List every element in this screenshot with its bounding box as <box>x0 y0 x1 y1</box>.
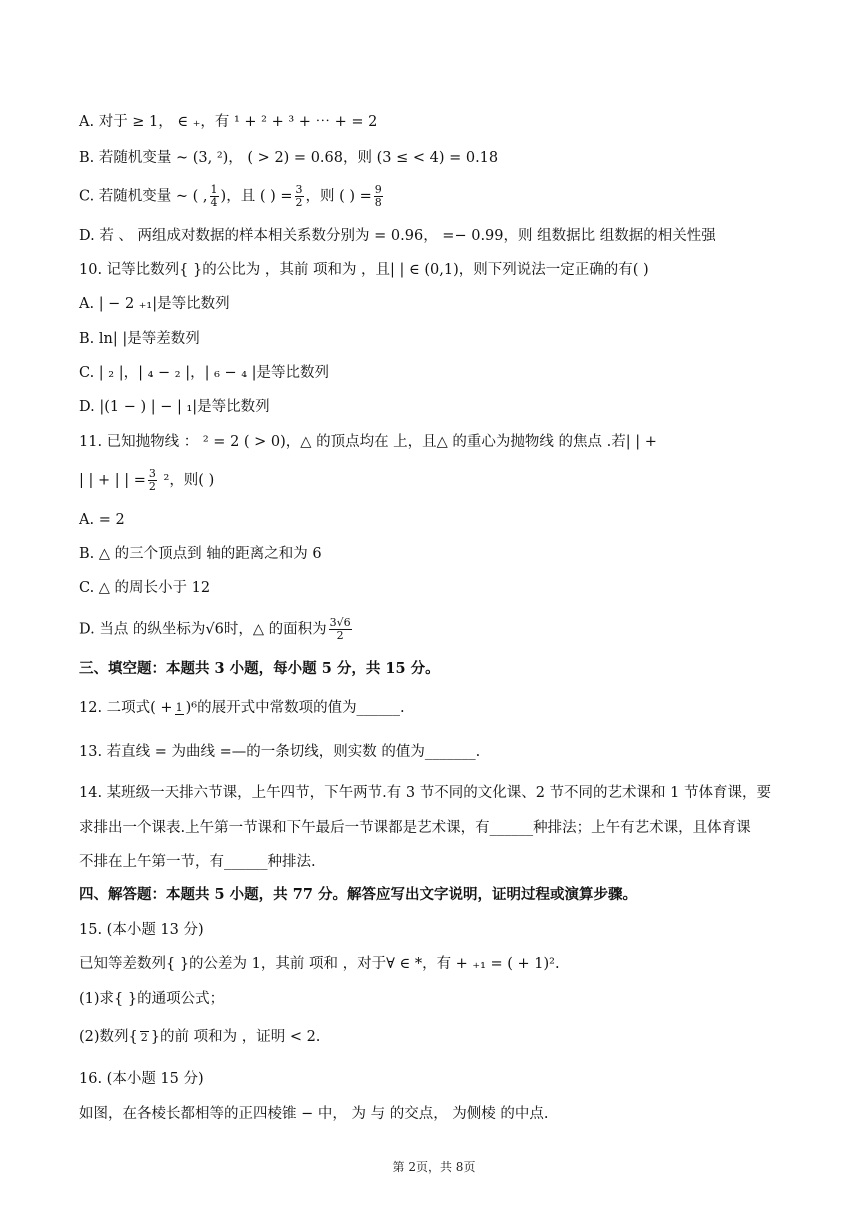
option-11a: A. = 2 <box>79 512 125 528</box>
question-12-text-1: 12. 二项式( + <box>79 700 173 716</box>
option-9c-text-3: ，则 ( ) = <box>305 188 372 205</box>
option-11d-text: D. 当点 的纵坐标为√6时，△ 的面积为 <box>79 621 327 638</box>
question-11-line-1: 11. 已知抛物线 ： ² = 2 ( > 0)，△ 的顶点均在 上，且△ 的重心为抛物线 的焦点 .若| | + <box>79 434 657 450</box>
option-11d <box>79 617 798 642</box>
question-15-part-1: (1)求{ }的通项公式； <box>79 991 225 1007</box>
question-11-text-2: ²，则( ) <box>158 472 215 489</box>
question-11-line-2 <box>79 468 798 493</box>
option-11c: C. △ 的周长小于 12 <box>79 580 211 596</box>
section-4-heading: 四、解答题：本题共 5 小题，共 77 分。解答应写出文字说明，证明过程或演算步骤。 <box>79 886 637 903</box>
option-9c <box>79 184 798 209</box>
fraction-over-2: 2 <box>140 1030 148 1044</box>
option-9b: B. 若随机变量 ~ (3, ²)， ( > 2) = 0.68，则 (3 ≤ < 4) = 0.18 <box>79 150 499 166</box>
question-13: 13. 若直线 = 为曲线 =—的一条切线，则实数 的值为_______. <box>79 744 481 760</box>
question-10: 10. 记等比数列{ }的公比为 ，其前 项和为 ，且| | ∈ (0,1)，则下列说法一定正确的有( ) <box>79 262 649 278</box>
question-12-text-2: )⁶的展开式中常数项的值为______. <box>185 700 405 716</box>
fraction-3sqrt6-2: $\frac{3√6}{2}$ <box>329 616 351 642</box>
option-9a: A. 对于 ≥ 1， ∈ ₊，有 ¹ + ² + ³ + ⋯ + = 2 <box>79 114 378 130</box>
fraction-3-2-b: $\frac{3}{2}$ <box>148 467 156 493</box>
fraction-1-x: 1 <box>175 700 183 714</box>
option-10b: B. ln| |是等差数列 <box>79 331 200 347</box>
question-15-part-2-text-2: }的前 项和为 ，证明 < 2. <box>150 1029 321 1045</box>
question-15-part-2-text-1: (2)数列{ <box>79 1029 138 1045</box>
option-10c: C. | ₂ |，| ₄ − ₂ |，| ₆ − ₄ |是等比数列 <box>79 365 330 381</box>
fraction-3-2: $\frac{3}{2}$ <box>295 183 303 209</box>
option-11b: B. △ 的三个顶点到 轴的距离之和为 6 <box>79 546 322 562</box>
page-footer: 第 2页，共 8页 <box>392 1160 476 1174</box>
option-10d: D. |(1 − ) | − | ₁|是等比数列 <box>79 399 270 415</box>
question-12 <box>79 697 798 719</box>
section-3-heading: 三、填空题：本题共 3 小题，每小题 5 分，共 15 分。 <box>79 660 440 677</box>
question-15-part-2 <box>79 1026 798 1048</box>
option-9d: D. 若 、 两组成对数据的样本相关系数分别为 = 0.96， =− 0.99，则 组数据比 组数据的相关性强 <box>79 228 716 244</box>
question-16-header: 16. (本小题 15 分) <box>79 1071 204 1087</box>
question-14-line-1: 14. 某班级一天排六节课，上午四节，下午两节.有 3 节不同的文化课、2 节不同的艺术课和 1 节体育课，要 <box>79 785 771 801</box>
option-9c-text-2: )，且 ( ) = <box>220 188 293 205</box>
question-15-header: 15. (本小题 13 分) <box>79 922 204 938</box>
option-10a: A. | − 2 ₊₁|是等比数列 <box>79 296 230 312</box>
option-9c-text-1: C. 若随机变量 ~ ( , <box>79 188 208 205</box>
question-11-text-1: | | + | | = <box>79 472 146 489</box>
fraction-9-8: $\frac{9}{8}$ <box>374 183 382 209</box>
question-16-stem: 如图，在各棱长都相等的正四棱锥 − 中， 为 与 的交点， 为侧棱 的中点. <box>79 1106 549 1122</box>
question-15-stem: 已知等差数列{ }的公差为 1，其前 项和 ，对于∀ ∈ *，有 + ₊₁ = ( + 1)². <box>79 956 560 972</box>
fraction-1-4: $\frac{1}{4}$ <box>210 183 218 209</box>
question-14-line-3: 不排在上午第一节，有______种排法. <box>79 854 316 870</box>
question-14-line-2: 求排出一个课表.上午第一节课和下午最后一节课都是艺术课，有______种排法；上午有艺术课，且体育课 <box>79 820 751 836</box>
